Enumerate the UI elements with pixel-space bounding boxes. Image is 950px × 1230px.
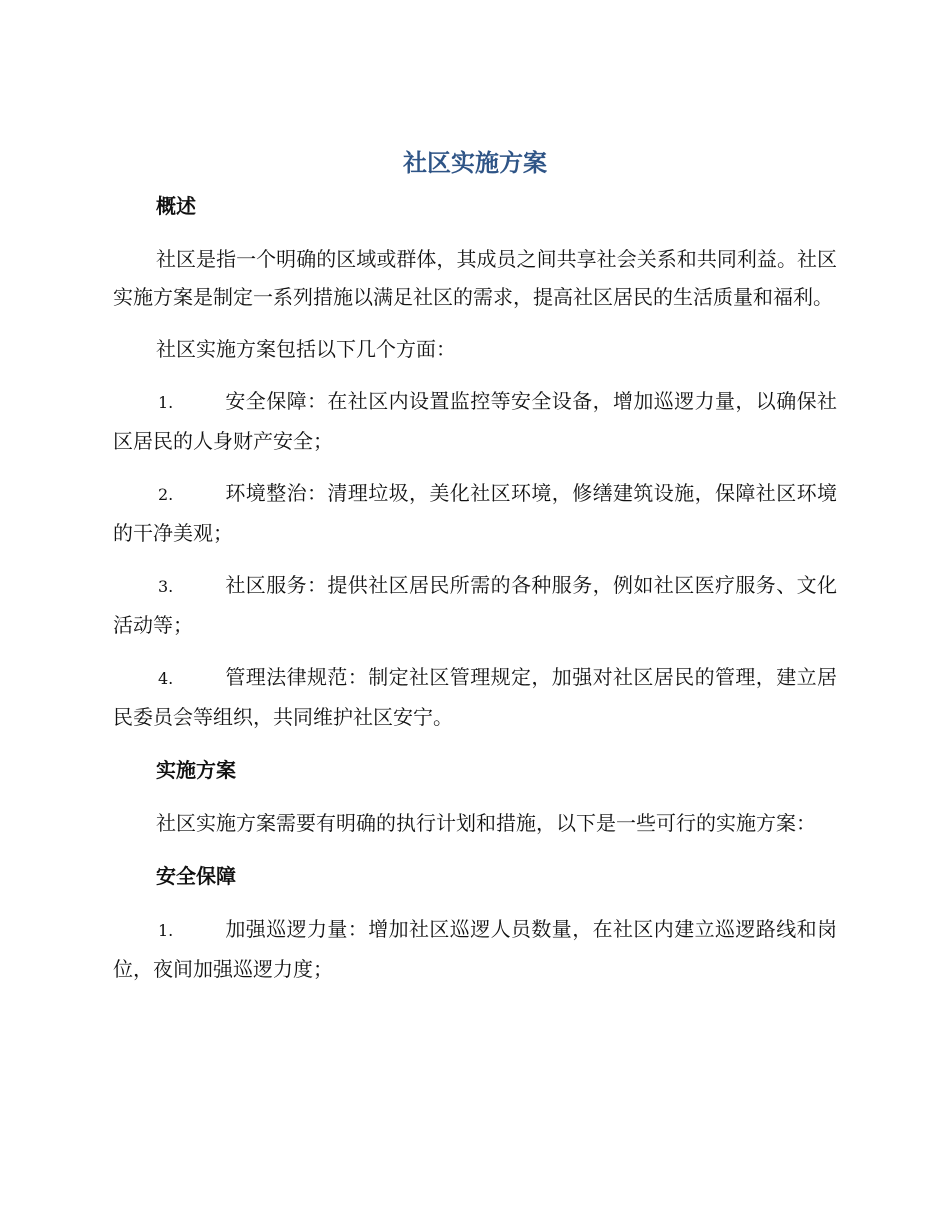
list-item bbox=[113, 566, 837, 644]
implementation-paragraph-1: 社区实施方案需要有明确的执行计划和措施，以下是一些可行的实施方案： bbox=[156, 811, 816, 835]
list-item-text: 社区服务：提供社区居民所需的各种服务，例如社区医疗服务、文化活动等； bbox=[113, 573, 837, 637]
list-item bbox=[113, 910, 837, 988]
list-number: 1. bbox=[158, 393, 174, 412]
list-item bbox=[113, 658, 837, 736]
list-item-text: 环境整治：清理垃圾，美化社区环境，修缮建筑设施，保障社区环境的干净美观； bbox=[113, 481, 837, 545]
list-number: 3. bbox=[158, 577, 174, 596]
section-heading-implementation: 实施方案 bbox=[156, 758, 236, 782]
section-heading-security: 安全保障 bbox=[156, 864, 236, 888]
overview-paragraph-1: 社区是指一个明确的区域或群体，其成员之间共享社会关系和共同利益。社区实施方案是制定一系列措施以满足社区的需求，提高社区居民的生活质量和福利。 bbox=[113, 247, 837, 309]
list-number: 4. bbox=[158, 669, 174, 688]
list-number: 1. bbox=[158, 921, 174, 940]
document-title: 社区实施方案 bbox=[403, 149, 547, 177]
list-item bbox=[113, 474, 837, 552]
list-item-text: 加强巡逻力量：增加社区巡逻人员数量，在社区内建立巡逻路线和岗位，夜间加强巡逻力度； bbox=[113, 917, 837, 981]
list-item bbox=[113, 382, 837, 460]
list-item-text: 安全保障：在社区内设置监控等安全设备，增加巡逻力量，以确保社区居民的人身财产安全； bbox=[113, 389, 837, 453]
list-item-text: 管理法律规范：制定社区管理规定，加强对社区居民的管理，建立居民委员会等组织，共同维护社区安宁。 bbox=[113, 665, 837, 729]
list-number: 2. bbox=[158, 485, 174, 504]
overview-paragraph-2: 社区实施方案包括以下几个方面： bbox=[156, 337, 456, 361]
document-body bbox=[113, 192, 837, 988]
section-heading-overview: 概述 bbox=[156, 194, 196, 218]
